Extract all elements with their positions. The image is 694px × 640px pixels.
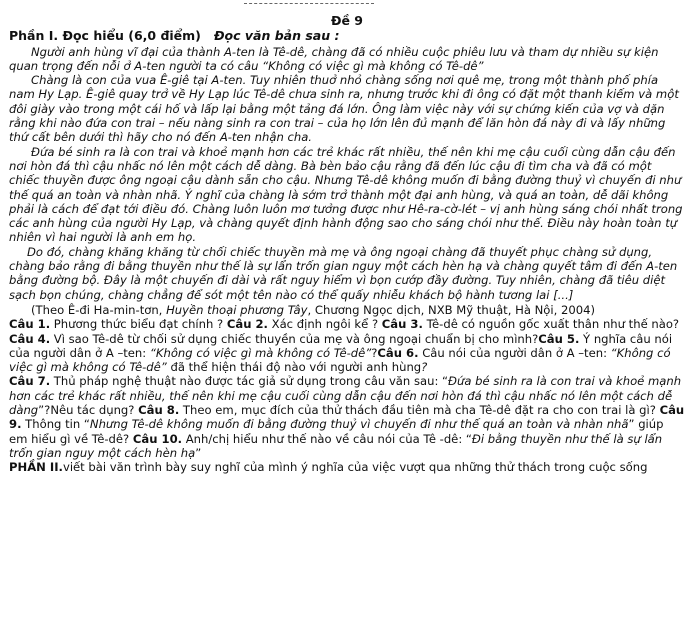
passage-paragraph-1: Người anh hùng vĩ đại của thành A-ten là Tê-dê, chàng đã có nhiều cuộc phiêu lưu và tham dự nhiều sự kiện quan trọng đến nỗi ở A-ten người ta có câu “Không có việc gì mà không có Tê-dê” xyxy=(9,44,659,73)
q2-label: Câu 2. xyxy=(226,317,268,332)
q6-quote: “Không có việc gì mà không có Tê-dê” xyxy=(9,345,671,375)
q8-label: Câu 8. xyxy=(138,403,180,418)
q10-label: Câu 10. xyxy=(132,431,183,446)
q10-end: ” xyxy=(195,445,202,460)
section-2-text: viết bài văn trình bày suy nghĩ của mình ý nghĩa của việc vượt qua những thử thách trong cuộc sống xyxy=(62,460,648,475)
q4-label: Câu 4. xyxy=(9,331,51,346)
q9-text: Thông tin “ xyxy=(21,417,90,432)
q2-text: Xác định ngôi kể ? xyxy=(267,317,382,332)
q10-text: Anh/chị hiểu như thế nào về câu nói của Tê -dê: “ xyxy=(182,431,472,446)
section-1-task: Đọc văn bản sau : xyxy=(213,28,340,44)
citation-book: Huyền thoại phương Tây xyxy=(166,302,308,317)
q3-label: Câu 3. xyxy=(381,317,423,332)
questions-block xyxy=(9,317,685,474)
q6-end: ? xyxy=(421,360,428,375)
q1-label: Câu 1. xyxy=(9,317,51,332)
passage-paragraph-4: Do đó, chàng khăng khăng từ chối chiếc thuyền mà mẹ và ông ngoại chàng đã thuyết phục chàng sử dụng, chàng bảo rằng đi bằng thuyền như thế là sự lẩn trốn gian nguy một cách hèn hạ và chàng quyết tâm đi đến A-ten bằng đường bộ. Đây là một chuyến đi dài và rất nguy hiểm vì bọn cướp đầy đường. Tuy nhiên, chàng đã tiêu diệt sạch bọn chúng, chàng chẳng để sót một tên nào có thể quấy nhiễu khách bộ hành tương lai [...] xyxy=(9,244,678,302)
q5-label: Câu 5. xyxy=(538,331,580,346)
q9-end: ” giúp em hiểu gì về Tê-dê? xyxy=(9,417,664,446)
q6-label: Câu 6. xyxy=(377,345,419,360)
q10-quote: Đi bằng thuyền như thế là sự lẩn trốn gian nguy một cách hèn hạ xyxy=(9,431,663,460)
q7-label: Câu 7. xyxy=(9,374,51,389)
q8-text: Theo em, mục đích của thử thách đầu tiên mà cha Tê-dê đặt ra cho con trai là gì? xyxy=(179,403,660,418)
q5-quote: “Không có việc gì mà không có Tê-dê” xyxy=(149,345,372,360)
q1-text: Phương thức biểu đạt chính ? xyxy=(50,317,227,332)
q6-text: Câu nói của người dân ở A –ten: xyxy=(418,345,611,360)
q7-text: Thủ pháp nghệ thuật nào được tác giả sử dụng trong câu văn sau: “ xyxy=(50,374,449,389)
q9-quote: Nhưng Tê-dê không muốn đi bằng đường thuỷ vì chuyến đi như thế quá an toàn và nhàn nhã xyxy=(89,417,629,432)
q9-label: Câu 9. xyxy=(9,403,685,432)
citation-author: (Theo Ê-đi Ha-min-tơn, xyxy=(31,302,167,317)
q7-end: ”?Nêu tác dụng? xyxy=(38,403,139,418)
q6-text-b: đã thể hiện thái độ nào với người anh hùng xyxy=(166,360,422,375)
section-1-heading xyxy=(9,29,685,43)
q7-quote: Đứa bé sinh ra là con trai và khoẻ mạnh hơn các trẻ khác rất nhiều, thế nên khi mẹ cậu cuối cùng dẫn cậu đến nơi hòn đá thì cậu nhấc nó lên một cách dễ dàng xyxy=(9,374,682,418)
citation xyxy=(9,303,685,317)
q5-end: ? xyxy=(371,345,378,360)
q5-text: Ý nghĩa câu nói của người dân ở A –ten: xyxy=(9,331,673,360)
passage-paragraph-2: Chàng là con của vua Ê-giê tại A-ten. Tuy nhiên thuở nhỏ chàng sống nơi quê mẹ, trong một thành phố phía nam Hy Lạp. Ê-giê quay trở về Hy Lạp lúc Tê-dê chưa sinh ra, nhưng trước khi đi ông có đặt một thanh kiếm và một đôi giày vào trong một cái hố và lấp lại bằng một tảng đá lớn. Ông làm việc này với sự chứng kiến của vợ và dặn rằng khi nào đứa con trai – nếu nàng sinh ra con trai – của họ lớn lên đủ mạnh để lăn hòn đá này đi và lấy những thứ cất bên dưới thì hãy cho nó đến A-ten nhận cha. xyxy=(9,73,679,145)
section-1-part: Phần I. Đọc hiểu (6,0 điểm) xyxy=(9,28,201,44)
section-2-label: PHẦN II. xyxy=(9,460,63,475)
q4-text: Vì sao Tê-dê từ chối sử dụng chiếc thuyền của mẹ và ông ngoại chuẩn bị cho mình? xyxy=(50,331,539,346)
citation-publisher: , Chương Ngọc dịch, NXB Mỹ thuật, Hà Nội, 2004) xyxy=(307,302,595,317)
passage-paragraph-3: Đứa bé sinh ra là con trai và khoẻ mạnh hơn các trẻ khác rất nhiều, thế nên khi mẹ cậu cuối cùng dẫn cậu đến nơi hòn đá thì cậu nhấc nó lên một cách dễ dàng. Bà bèn bảo cậu rằng đã đến lúc cậu đi tìm cha và đã có một chiếc thuyền được ông ngoại cậu dành sẵn cho cậu. Nhưng Tê-dê không muốn đi bằng đường thuỷ vì chuyến đi như thế quá an toàn và nhàn nhã. Ý nghĩ của chàng là sớm trở thành một đại anh hùng, và quá an toàn, dễ dãi không phải là cách để đạt tới điều đó. Chàng luôn luôn mơ tưởng được như Hê-ra-cờ-lét – vị anh hùng sáng chói nhất trong các anh hùng của người Hy Lạp, và chàng quyết định hành động sao cho sáng chói như thế. Điều này hoàn toàn tự nhiên vì hai người là anh em họ. xyxy=(9,144,683,245)
top-divider xyxy=(244,3,374,4)
exam-title: Đề 9 xyxy=(330,13,363,28)
q3-text: Tê-dê có nguồn gốc xuất thân như thế nào? xyxy=(422,317,680,332)
